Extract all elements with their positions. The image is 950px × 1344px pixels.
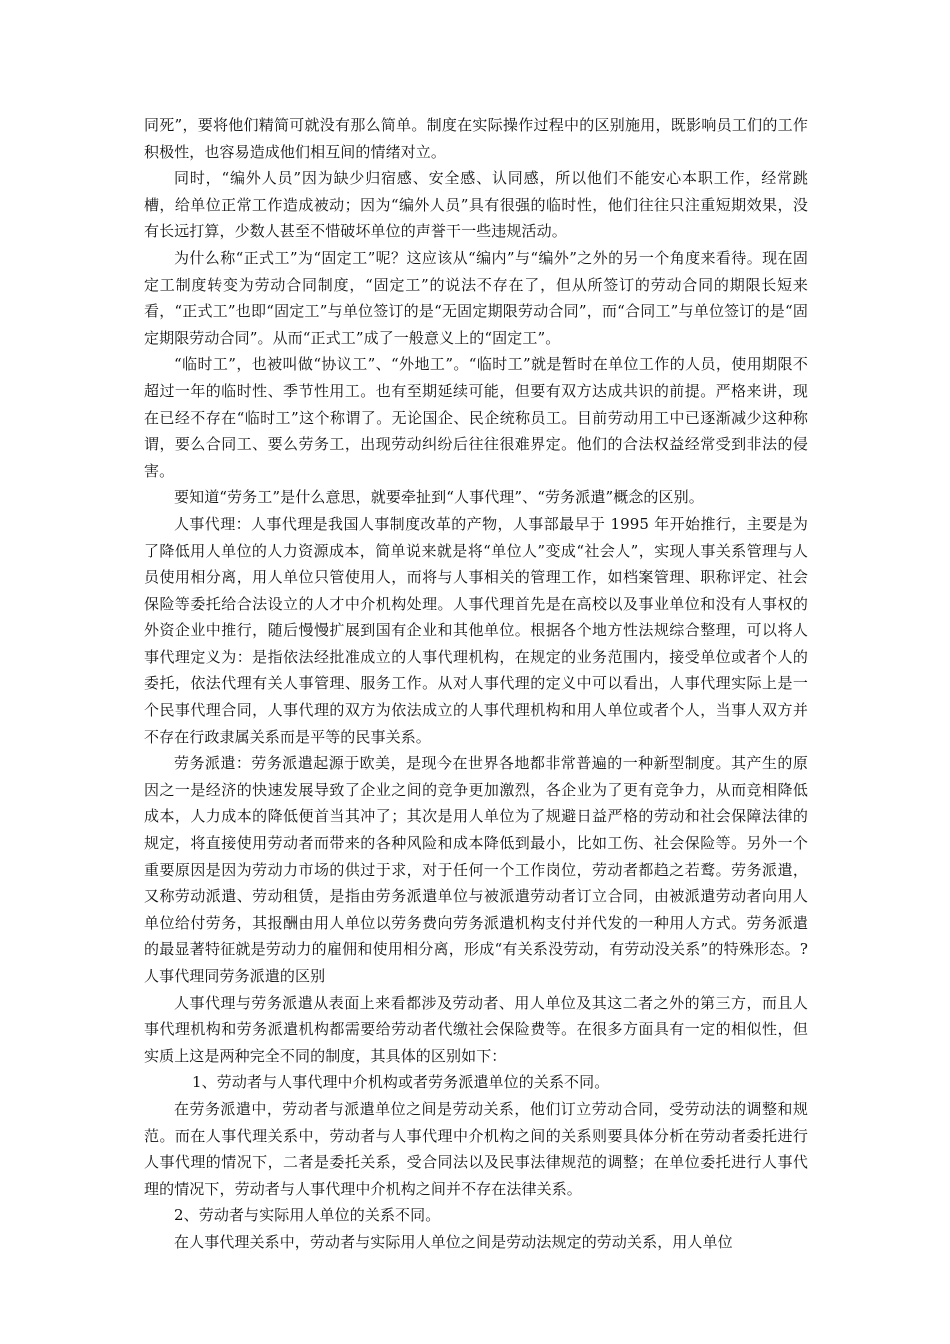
paragraph-6: 人事代理：人事代理是我国人事制度改革的产物，人事部最早于 1995 年开始推行，主要是为了降低用人单位的人力资源成本，简单说来就是将“单位人”变成“社会人”，实现人事关系管理与人员使用相分离，用人单位只管使用人，而将与人事相关的管理工作，如档案管理、职称评定、社会保险等委托给合法设立的人才中介机构处理。人事代理首先是在高校以及事业单位和没有人事权的外资企业中推行，随后慢慢扩展到国有企业和其他单位。根据各个地方性法规综合整理，可以将人事代理定义为：是指依法经批准成立的人事代理机构，在规定的业务范围内，接受单位或者个人的委托，依法代理有关人事管理、服务工作。从对人事代理的定义中可以看出，人事代理实际上是一个民事代理合同，人事代理的双方为依法成立的人事代理机构和用人单位或者个人，当事人双方并不存在行政隶属关系而是平等的民事关系。 xyxy=(144,514,808,746)
paragraph-9: 1、劳动者与人事代理中介机构或者劳务派遣单位的关系不同。 xyxy=(192,1073,610,1092)
paragraph-5: 要知道“劳务工”是什么意思，就要牵扯到“人事代理”、“劳务派遣”概念的区别。 xyxy=(174,488,704,507)
paragraph-11: 2、劳动者与实际用人单位的关系不同。 xyxy=(174,1206,441,1225)
paragraph-12: 在人事代理关系中，劳动者与实际用人单位之间是劳动法规定的劳动关系，用人单位 xyxy=(174,1232,733,1251)
paragraph-7: 劳务派遣：劳务派遣起源于欧美，是现今在世界各地都非常普遍的一种新型制度。其产生的原因之一是经济的快速发展导致了企业之间的竞争更加激烈，各企业为了更有竞争力，从而竞相降低成本，人力成本的降低便首当其冲了；其次是用人单位为了规避日益严格的劳动和社会保障法律的规定，将直接使用劳动者而带来的各种风险和成本降低到最小，比如工伤、社会保险等。另外一个重要原因是因为劳动力市场的供过于求，对于任何一个工作岗位，劳动者都趋之若鹜。劳务派遣，又称劳动派遣、劳动租赁，是指由劳务派遣单位与被派遣劳动者订立合同，由被派遣劳动者向用人单位给付劳务，其报酬由用人单位以劳务费向劳务派遣机构支付并代发的一种用人方式。劳务派遣的最显著特征就是劳动力的雇佣和使用相分离，形成“有关系没劳动，有劳动没关系”的特殊形态。?人事代理同劳务派遣的区别 xyxy=(144,754,808,985)
document-page xyxy=(144,112,808,1256)
paragraph-10: 在劳务派遣中，劳动者与派遣单位之间是劳动关系，他们订立劳动合同，受劳动法的调整和规范。而在人事代理关系中，劳动者与人事代理中介机构之间的关系则要具体分析在劳动者委托进行人事代理的情况下，二者是委托关系，受合同法以及民事法律规范的调整；在单位委托进行人事代理的情况下，劳动者与人事代理中介机构之间并不存在法律关系。 xyxy=(144,1099,808,1198)
paragraph-1: 同死”，要将他们精简可就没有那么简单。制度在实际操作过程中的区别施用，既影响员工们的工作积极性，也容易造成他们相互间的情绪对立。 xyxy=(144,116,808,161)
paragraph-4: “临时工”，也被叫做“协议工”、“外地工”。“临时工”就是暂时在单位工作的人员，使用期限不超过一年的临时性、季节性用工。也有至期延续可能，但要有双方达成共识的前提。严格来讲，现在已经不存在“临时工”这个称谓了。无论国企、民企统称员工。目前劳动用工中已逐渐减少这种称谓，要么合同工、要么劳务工，出现劳动纠纷后往往很难界定。他们的合法权益经常受到非法的侵害。 xyxy=(144,355,808,480)
paragraph-8: 人事代理与劳务派遣从表面上来看都涉及劳动者、用人单位及其这二者之外的第三方，而且人事代理机构和劳务派遣机构都需要给劳动者代缴社会保险费等。在很多方面具有一定的相似性，但实质上这是两种完全不同的制度，其具体的区别如下： xyxy=(144,993,808,1065)
paragraph-2: 同时，“编外人员”因为缺少归宿感、安全感、认同感，所以他们不能安心本职工作，经常跳槽，给单位正常工作造成被动；因为“编外人员”具有很强的临时性，他们往往只注重短期效果，没有长远打算，少数人甚至不惜破坏单位的声誉干一些违规活动。 xyxy=(144,169,808,241)
paragraph-3: 为什么称“正式工”为“固定工”呢？这应该从“编内”与“编外”之外的另一个角度来看待。现在固定工制度转变为劳动合同制度，“固定工”的说法不存在了，但从所签订的劳动合同的期限长短来看，“正式工”也即“固定工”与单位签订的是“无固定期限劳动合同”，而“合同工”与单位签订的是“固定期限劳动合同”。从而“正式工”成了一般意义上的“固定工”。 xyxy=(144,248,808,347)
